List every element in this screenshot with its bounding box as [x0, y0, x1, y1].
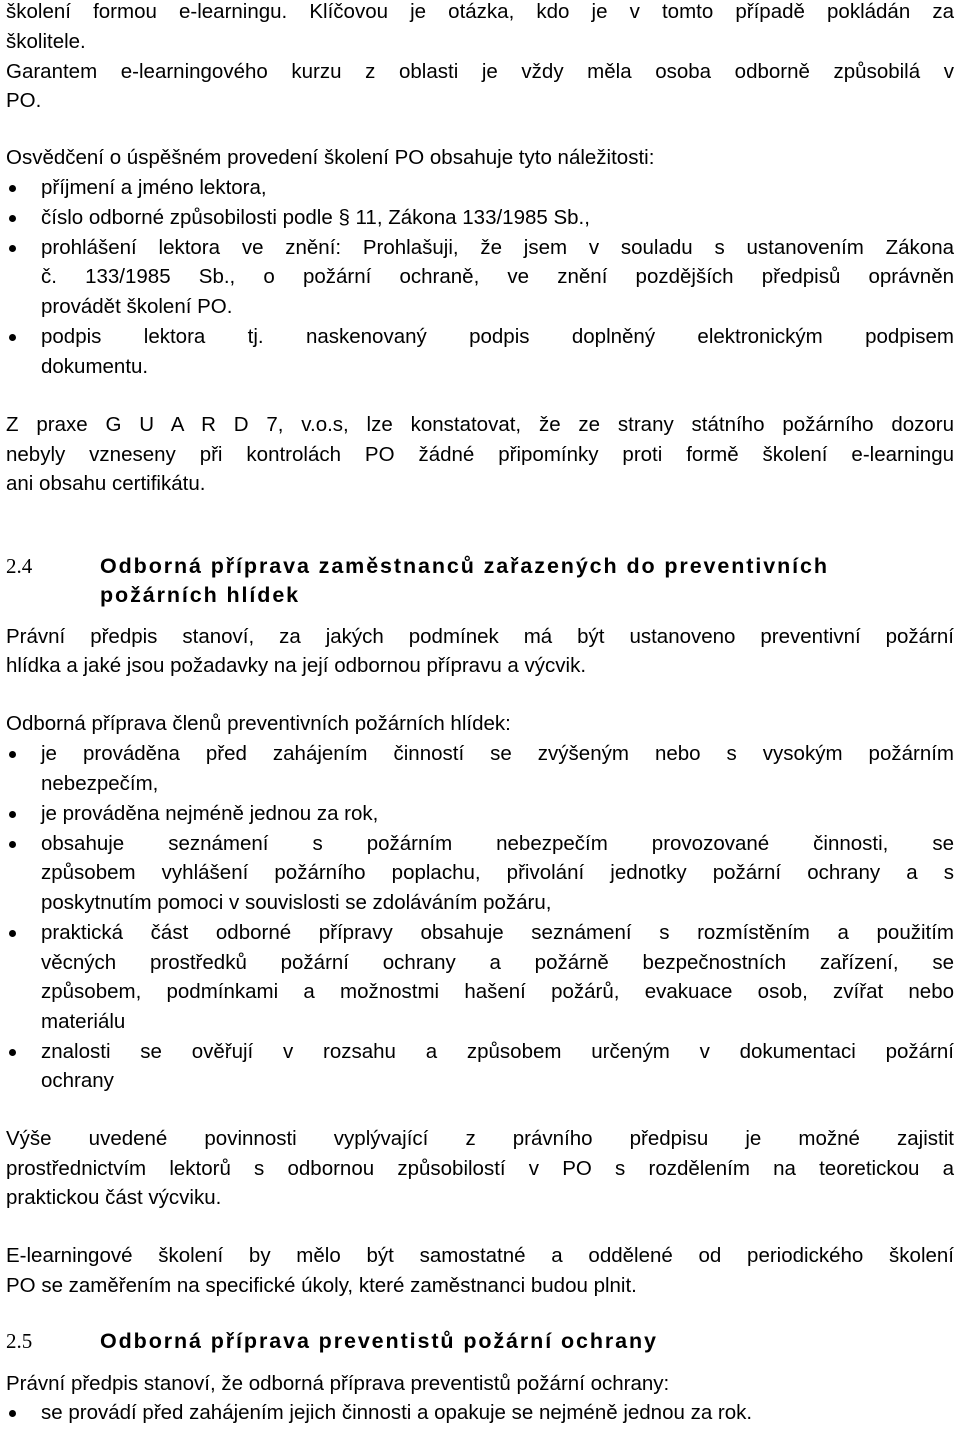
bullet-icon — [9, 215, 16, 222]
bullet-icon — [9, 751, 16, 758]
list-item-continuation: ochrany — [41, 1069, 114, 1092]
list-item: obsahuje seznámení s požárním nebezpečím provozované činnosti, se — [41, 832, 954, 855]
list-item: praktická část odborné přípravy obsahuje seznámení s rozmístěním a použitím — [41, 921, 954, 944]
bullet-icon — [9, 841, 16, 848]
section-heading — [6, 1327, 954, 1355]
paragraph-line: Výše uvedené povinnosti vyplývající z právního předpisu je možné zajistit — [6, 1127, 954, 1150]
list-item-continuation: materiálu — [41, 1010, 126, 1033]
list-item: číslo odborné způsobilosti podle § 11, Zákona 133/1985 Sb., — [41, 206, 590, 229]
section-title: Odborná příprava preventistů požární ochrany — [100, 1329, 658, 1353]
list-item: prohlášení lektora ve znění: Prohlašuji, že jsem v souladu s ustanovením Zákona — [41, 236, 954, 259]
list-item-continuation: způsobem vyhlášení požárního poplachu, přivolání jednotky požární ochrany a s — [41, 861, 954, 884]
list-item: příjmení a jméno lektora, — [41, 176, 267, 199]
list-item: je prováděna nejméně jednou za rok, — [41, 802, 379, 825]
section-number: 2.5 — [6, 1329, 33, 1353]
paragraph-line: PO se zaměřením na specifické úkoly, které zaměstnanci budou plnit. — [6, 1274, 637, 1297]
list-item-continuation: dokumentu. — [41, 355, 149, 378]
list-item-continuation: způsobem, podmínkami a možnostmi hašení požárů, evakuace osob, zvířat nebo — [41, 980, 954, 1003]
list-item: znalosti se ověřují v rozsahu a způsobem určeným v dokumentaci požární — [41, 1040, 954, 1063]
list-item: je prováděna před zahájením činností se zvýšeným nebo s vysokým požárním — [41, 742, 954, 765]
paragraph-line: Právní předpis stanoví, za jakých podmínek má být ustanoveno preventivní požární — [6, 625, 954, 648]
paragraph-line: prostřednictvím lektorů s odbornou způsobilostí v PO s rozdělením na teoretickou a — [6, 1157, 954, 1180]
list-lead: Odborná příprava členů preventivních požárních hlídek: — [6, 712, 511, 735]
paragraph-line: praktickou část výcviku. — [6, 1186, 222, 1209]
bullet-icon — [9, 930, 16, 937]
paragraph-line: E-learningové školení by mělo být samostatné a oddělené od periodického školení — [6, 1244, 954, 1267]
list-lead: Osvědčení o úspěšném provedení školení PO obsahuje tyto náležitosti: — [6, 146, 655, 169]
list-item-continuation: věcných prostředků požární ochrany a požárně bezpečnostních zařízení, se — [41, 951, 954, 974]
paragraph-line: školení formou e-learningu. Klíčovou je otázka, kdo je v tomto případě pokládán za — [6, 0, 954, 23]
paragraph-line: PO. — [6, 89, 42, 112]
paragraph-line: Z praxe G U A R D 7, v.o.s, lze konstatovat, že ze strany státního požárního dozoru — [6, 413, 954, 436]
list-item: podpis lektora tj. naskenovaný podpis doplněný elektronickým podpisem — [41, 325, 954, 348]
paragraph-line: nebyly vzneseny při kontrolách PO žádné připomínky proti formě školení e-learningu — [6, 443, 954, 466]
bullet-icon — [9, 1049, 16, 1056]
paragraph-line: školitele. — [6, 30, 86, 53]
bullet-icon — [9, 245, 16, 252]
bullet-icon — [9, 1410, 16, 1417]
list-item: se provádí před zahájením jejich činnosti a opakuje se nejméně jednou za rok. — [41, 1401, 753, 1424]
section-heading — [6, 552, 954, 580]
bullet-icon — [9, 185, 16, 192]
list-item-continuation: č. 133/1985 Sb., o požární ochraně, ve znění pozdějších předpisů oprávněn — [41, 265, 954, 288]
paragraph-line: Právní předpis stanoví, že odborná příprava preventistů požární ochrany: — [6, 1372, 670, 1395]
paragraph-line: hlídka a jaké jsou požadavky na její odbornou přípravu a výcvik. — [6, 654, 587, 677]
paragraph-line: Garantem e-learningového kurzu z oblasti je vždy měla osoba odborně způsobilá v — [6, 60, 954, 83]
section-number: 2.4 — [6, 554, 33, 578]
section-title: Odborná příprava zaměstnanců zařazených do preventivních — [100, 554, 829, 578]
bullet-icon — [9, 811, 16, 818]
paragraph-line: ani obsahu certifikátu. — [6, 472, 206, 495]
list-item-continuation: poskytnutím pomoci v souvislosti se zdoláváním požáru, — [41, 891, 552, 914]
list-item-continuation: provádět školení PO. — [41, 295, 233, 318]
list-item-continuation: nebezpečím, — [41, 772, 159, 795]
section-title-continuation: požárních hlídek — [100, 583, 301, 607]
bullet-icon — [9, 334, 16, 341]
